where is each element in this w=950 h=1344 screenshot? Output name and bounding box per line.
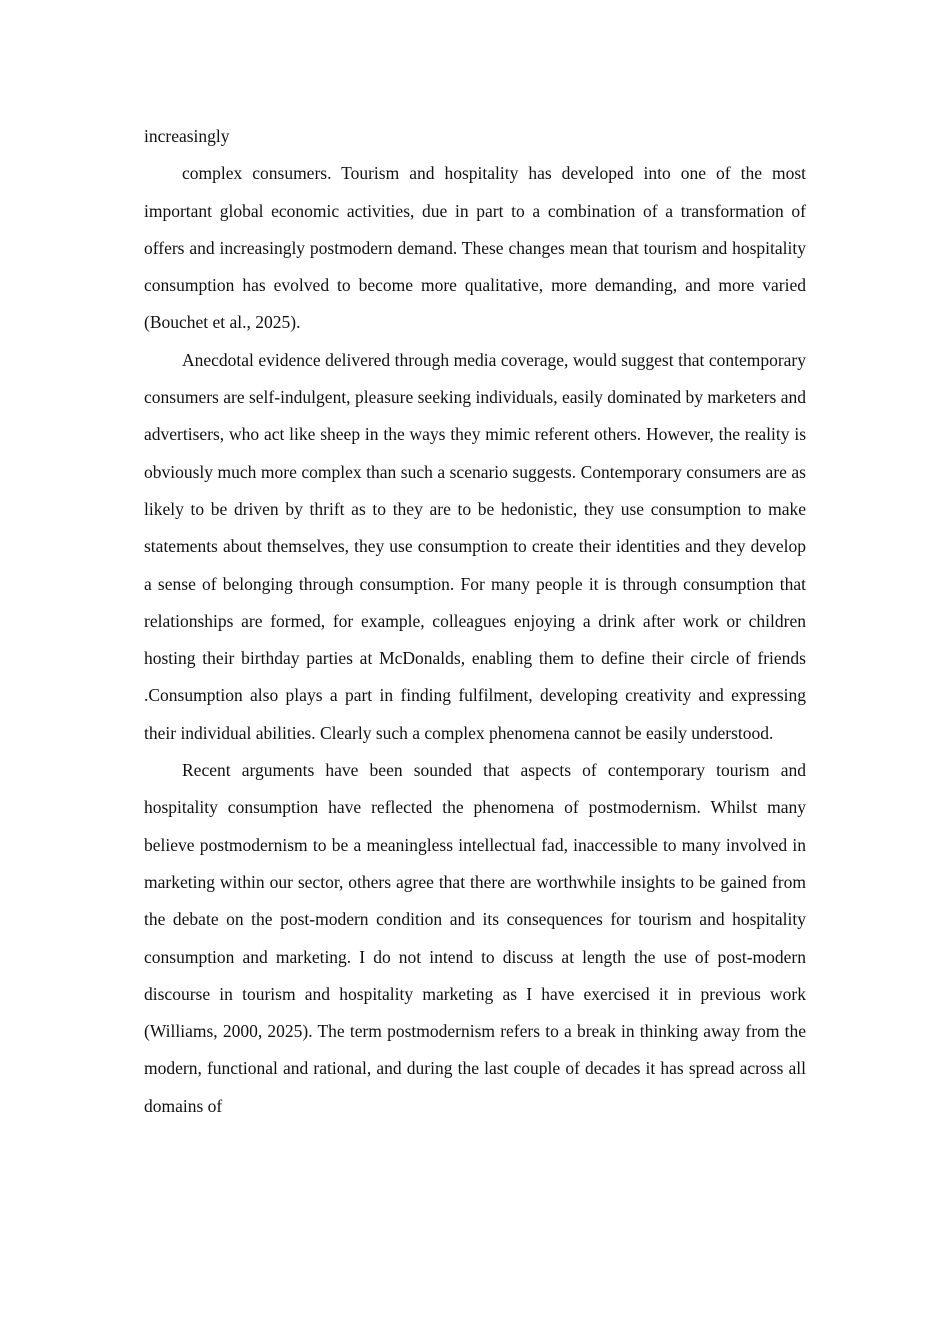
- paragraph-complex-consumers: complex consumers. Tourism and hospitality has developed into one of the most important global economic activities, due in part to a combination of a transformation of offers and increasingly postmodern demand. These changes mean that tourism and hospitality consumption has evolved to become more qualitative, more demanding, and more varied (Bouchet et al., 2025).: [144, 163, 806, 333]
- body-text: [144, 118, 806, 1125]
- paragraph-anecdotal-evidence: Anecdotal evidence delivered through media coverage, would suggest that contemporary consumers are self-indulgent, pleasure seeking individuals, easily dominated by marketers and advertisers, who act like sheep in the ways they mimic referent others. However, the reality is obviously much more complex than such a scenario suggests. Contemporary consumers are as likely to be driven by thrift as to they are to be hedonistic, they use consumption to make statements about themselves, they use consumption to create their identities and they develop a sense of belonging through consumption. For many people it is through consumption that relationships are formed, for example, colleagues enjoying a drink after work or children hosting their birthday parties at McDonalds, enabling them to define their circle of friends .Consumption also plays a part in finding fulfilment, developing creativity and expressing their individual abilities. Clearly such a complex phenomena cannot be easily understood.: [144, 349, 806, 743]
- paragraph-recent-arguments: Recent arguments have been sounded that aspects of contemporary tourism and hospitality consumption have reflected the phenomena of postmodernism. Whilst many believe postmodernism to be a meaningless intellectual fad, inaccessible to many involved in marketing within our sector, others agree that there are worthwhile insights to be gained from the debate on the post-modern condition and its consequences for tourism and hospitality consumption and marketing. I do not intend to discuss at length the use of post-modern discourse in tourism and hospitality marketing as I have exercised it in previous work (Williams, 2000, 2025). The term postmodernism refers to a break in thinking away from the modern, functional and rational, and during the last couple of decades it has spread across all domains of: [144, 760, 806, 1116]
- paragraph-fragment: increasingly: [144, 126, 230, 146]
